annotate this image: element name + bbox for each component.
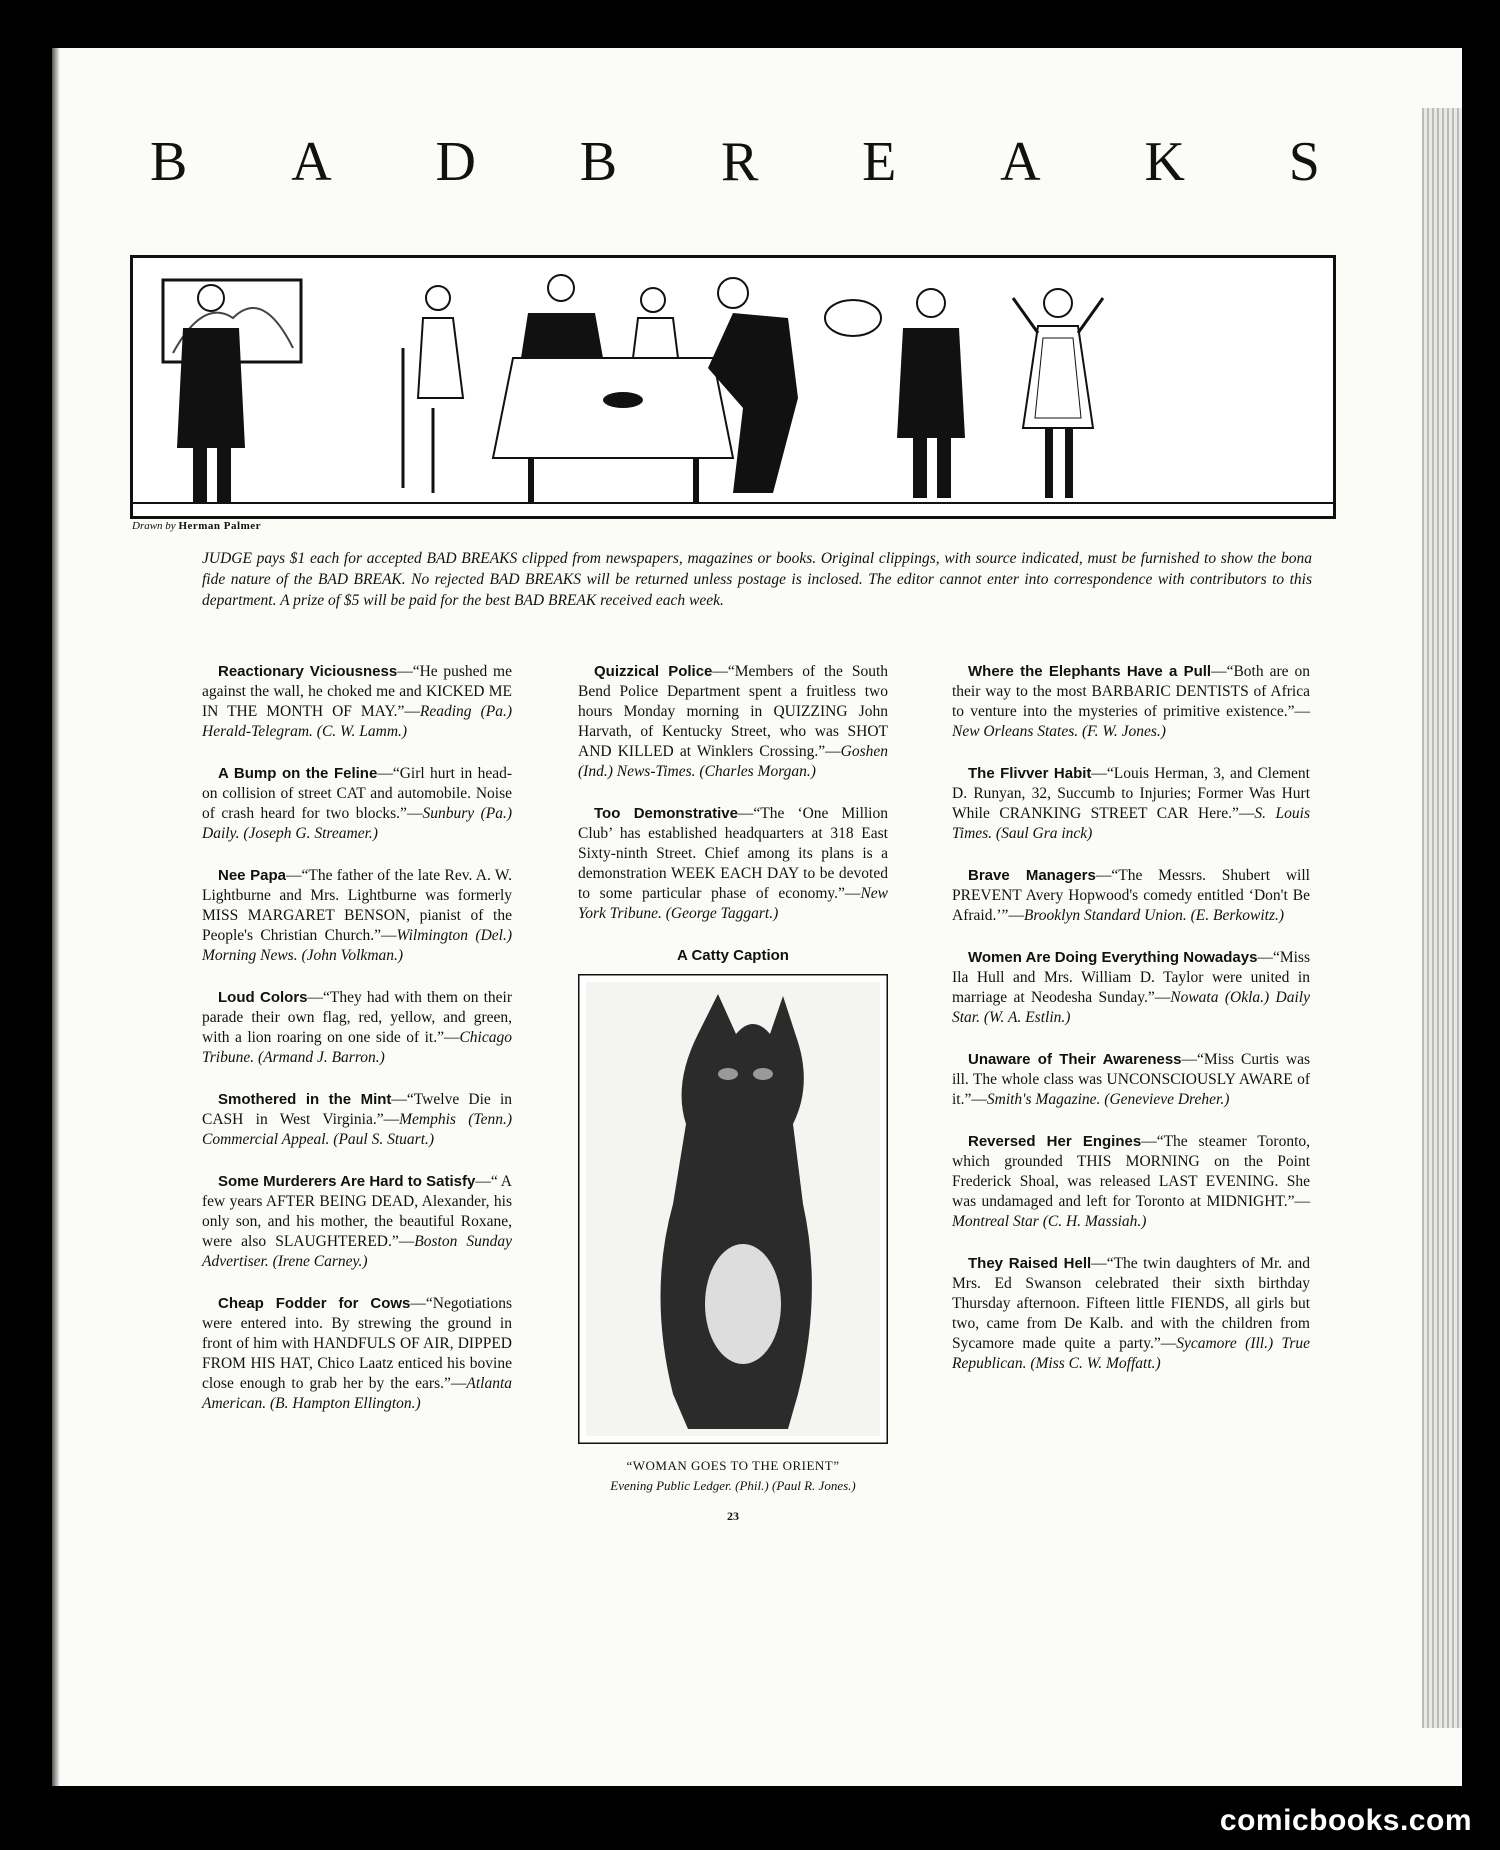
item-quote: —“Twelve Die in CASH in West Virginia.”— (202, 1091, 512, 1128)
bad-break-item (202, 764, 512, 844)
column-3 (952, 662, 1310, 1396)
item-headline: Quizzical Police (594, 663, 713, 680)
item-quote: —“Members of the South Bend Police Department spent a fruitless two hours Monday morning in QUIZZING John Harvath, of Kentucky Street, who was SHOT AND KILLED at Winklers Crossing.”— (578, 663, 888, 760)
item-source: Sunbury (Pa.) Daily. (Joseph G. Streamer.) (202, 805, 513, 842)
seated-woman (403, 286, 463, 493)
bad-break-item (952, 662, 1310, 742)
item-source: Smith's Magazine. (Genevieve Dreher.) (986, 1091, 1230, 1108)
item-quote: —“Negotiations were entered into. By strewing the ground in front of him with HANDFULS OF AIR, DIPPED FROM HIS HAT, Chico Laatz enticed his bovine close enough to grab her by the ears.”— (202, 1295, 512, 1392)
bad-break-item (202, 662, 512, 742)
item-source: Montreal Star (C. H. Massiah.) (952, 1213, 1147, 1230)
item-source: Reading (Pa.) Herald-Telegram. (C. W. Lamm.) (202, 703, 512, 740)
item-quote: —“They had with them on their parade their own flag, red, yellow, and green, with a lion roaring on one side of it.”— (202, 989, 512, 1046)
bad-break-item (202, 866, 512, 966)
item-headline: Some Murderers Are Hard to Satisfy (218, 1173, 476, 1190)
item-quote: —“Girl hurt in head-on collision of street CAT and automobile. Noise of crash heard for two blocks.”— (202, 765, 512, 822)
title-letter: K (1144, 131, 1185, 193)
bad-break-item (578, 662, 888, 782)
seated-man (521, 275, 603, 358)
item-source: Nowata (Okla.) Daily Star. (W. A. Estlin.) (952, 989, 1310, 1026)
item-source: Boston Sunday Advertiser. (Irene Carney.) (202, 1233, 513, 1270)
title-letter: S (1288, 131, 1320, 193)
site-watermark: comicbooks.com (1219, 1804, 1472, 1837)
butler-figure-right (897, 289, 965, 498)
item-source: Sycamore (Ill.) True Republican. (Miss C. W. Moffatt.) (952, 1335, 1310, 1372)
photo-caption-title: “WOMAN GOES TO THE ORIENT” (626, 1458, 840, 1473)
item-headline: Cheap Fodder for Cows (218, 1295, 411, 1312)
page-edges (1422, 108, 1462, 1728)
butler-figure-left (177, 285, 245, 503)
item-quote: —“He pushed me against the wall, he choked me and KICKED ME IN THE MONTH OF MAY.”— (202, 663, 512, 720)
item-quote: —“The father of the late Rev. A. W. Lightburne and Mrs. Lightburne was formerly MISS MARGARET BENSON, pianist of the People's Christian Church.”— (202, 867, 512, 944)
item-headline: Smothered in the Mint (218, 1091, 392, 1108)
item-headline: Brave Managers (968, 867, 1096, 884)
item-headline: Women Are Doing Everything Nowadays (968, 949, 1258, 966)
bad-break-item (578, 804, 888, 924)
credit-prefix: Drawn by (132, 520, 176, 532)
item-source: New Orleans States. (F. W. Jones.) (952, 723, 1166, 740)
item-headline: Reactionary Viciousness (218, 663, 398, 680)
item-source: S. Louis Times. (Saul Gra inck) (952, 805, 1310, 842)
photo-caption (578, 1456, 888, 1496)
item-quote: —“Miss Ila Hull and Mrs. William D. Taylor were united in marriage at Neodesha Sunday.”— (952, 949, 1310, 1006)
bad-break-item (202, 988, 512, 1068)
cartoon-illustration (130, 255, 1336, 519)
title-letter: R (720, 131, 759, 193)
title-letter: E (862, 131, 897, 193)
item-headline: A Bump on the Feline (218, 765, 378, 782)
credit-artist: Herman Palmer (178, 520, 262, 532)
woman-with-tiara (633, 288, 678, 358)
bad-break-item (202, 1090, 512, 1150)
item-source: Wilmington (Del.) Morning News. (John Volkman.) (202, 927, 512, 964)
column-2 (578, 662, 888, 1526)
item-quote: —“The Messrs. Shubert will PREVENT Avery Hopwood's comedy entitled ‘Don't Be Afraid.’”— (952, 867, 1310, 924)
item-headline: Reversed Her Engines (968, 1133, 1142, 1150)
bad-break-item (952, 866, 1310, 926)
item-headline: The Flivver Habit (968, 765, 1092, 782)
item-headline: They Raised Hell (968, 1255, 1092, 1272)
item-source: New York Tribune. (George Taggart.) (578, 885, 888, 922)
item-quote: —“The ‘One Million Club’ has established headquarters at 318 East Sixty-ninth Street. Chief among its plans is a demonstration WEEK EACH DAY to be devoted to some particular phase of economy.”— (578, 805, 888, 902)
bad-break-item (952, 1050, 1310, 1110)
item-source: Chicago Tribune. (Armand J. Barron.) (202, 1029, 512, 1066)
falling-plate (825, 300, 881, 336)
item-quote: —“ A few years AFTER BEING DEAD, Alexander, his only son, and his mother, the beautiful Roxane, were also SLAUGHTERED.”— (202, 1173, 512, 1250)
item-headline: Too Demonstrative (594, 805, 738, 822)
spine-shadow (52, 48, 60, 1786)
item-headline: Unaware of Their Awareness (968, 1051, 1182, 1068)
page-title (150, 130, 1320, 194)
item-quote: —“Miss Curtis was ill. The whole class was UNCONSCIOUSLY AWARE of it.”— (952, 1051, 1310, 1108)
title-letter: A (1000, 131, 1041, 193)
waiter-figure (708, 278, 881, 493)
item-quote: —“The twin daughters of Mr. and Mrs. Ed Swanson celebrated their sixth birthday Thursday afternoon. Fifteen little FIENDS, all girls but two, came from De Kalb. and with the children from Sycamore made quite a party.”— (952, 1255, 1310, 1352)
item-source: Memphis (Tenn.) Commercial Appeal. (Paul S. Stuart.) (202, 1111, 512, 1148)
title-letter: B (579, 131, 618, 193)
bad-break-item (952, 948, 1310, 1028)
illustration-credit (132, 520, 261, 532)
bad-break-item (202, 1294, 512, 1414)
item-quote: —“Both are on their way to the most BARBARIC DENTISTS of Africa to venture into the mysteries of primitive existence.”— (952, 663, 1310, 720)
item-headline: Where the Elephants Have a Pull (968, 663, 1212, 680)
bad-break-item (952, 764, 1310, 844)
intro-paragraph: JUDGE pays $1 each for accepted BAD BREAKS clipped from newspapers, magazines or books. Original clippings, with source indicated, must be furnished to show the bona fide nature of the BAD BREAK. No rejected BAD BREAKS will be returned unless postage is inclosed. The editor cannot enter into correspondence with contributors to this department. A prize of $5 will be paid for the best BAD BREAK received each week. (202, 550, 1312, 609)
item-quote: —“The steamer Toronto, which grounded THIS MORNING on the Point Frederick Shoal, was released LAST EVENING. She was undamaged and left for Toronto at MIDNIGHT.”— (952, 1133, 1310, 1210)
bad-break-item (952, 1254, 1310, 1374)
item-quote: —“Louis Herman, 3, and Clement D. Runyan, 32, Succumb to Injuries; Former Was Hurt While CRANKING STREET CAR Here.”— (952, 765, 1310, 822)
item-headline: Loud Colors (218, 989, 308, 1006)
title-letter: D (435, 131, 476, 193)
item-headline: Nee Papa (218, 867, 286, 884)
photo-caption-source: Evening Public Ledger. (Phil.) (Paul R. Jones.) (610, 1478, 856, 1493)
bad-break-item (952, 1132, 1310, 1232)
maid-figure (1013, 289, 1103, 498)
page-number: 23 (727, 1509, 739, 1523)
item-source: Goshen (Ind.) News-Times. (Charles Morgan.) (578, 743, 888, 780)
column-1 (202, 662, 512, 1436)
dining-table (493, 358, 733, 503)
photo-heading: A Catty Caption (677, 947, 789, 964)
cat-photo (578, 974, 888, 1444)
bad-break-item (202, 1172, 512, 1272)
item-source: Brooklyn Standard Union. (E. Berkowitz.) (1023, 907, 1285, 924)
title-letter: A (291, 131, 332, 193)
item-source: Atlanta American. (B. Hampton Ellington.) (202, 1375, 512, 1412)
title-letter: B (150, 131, 188, 193)
